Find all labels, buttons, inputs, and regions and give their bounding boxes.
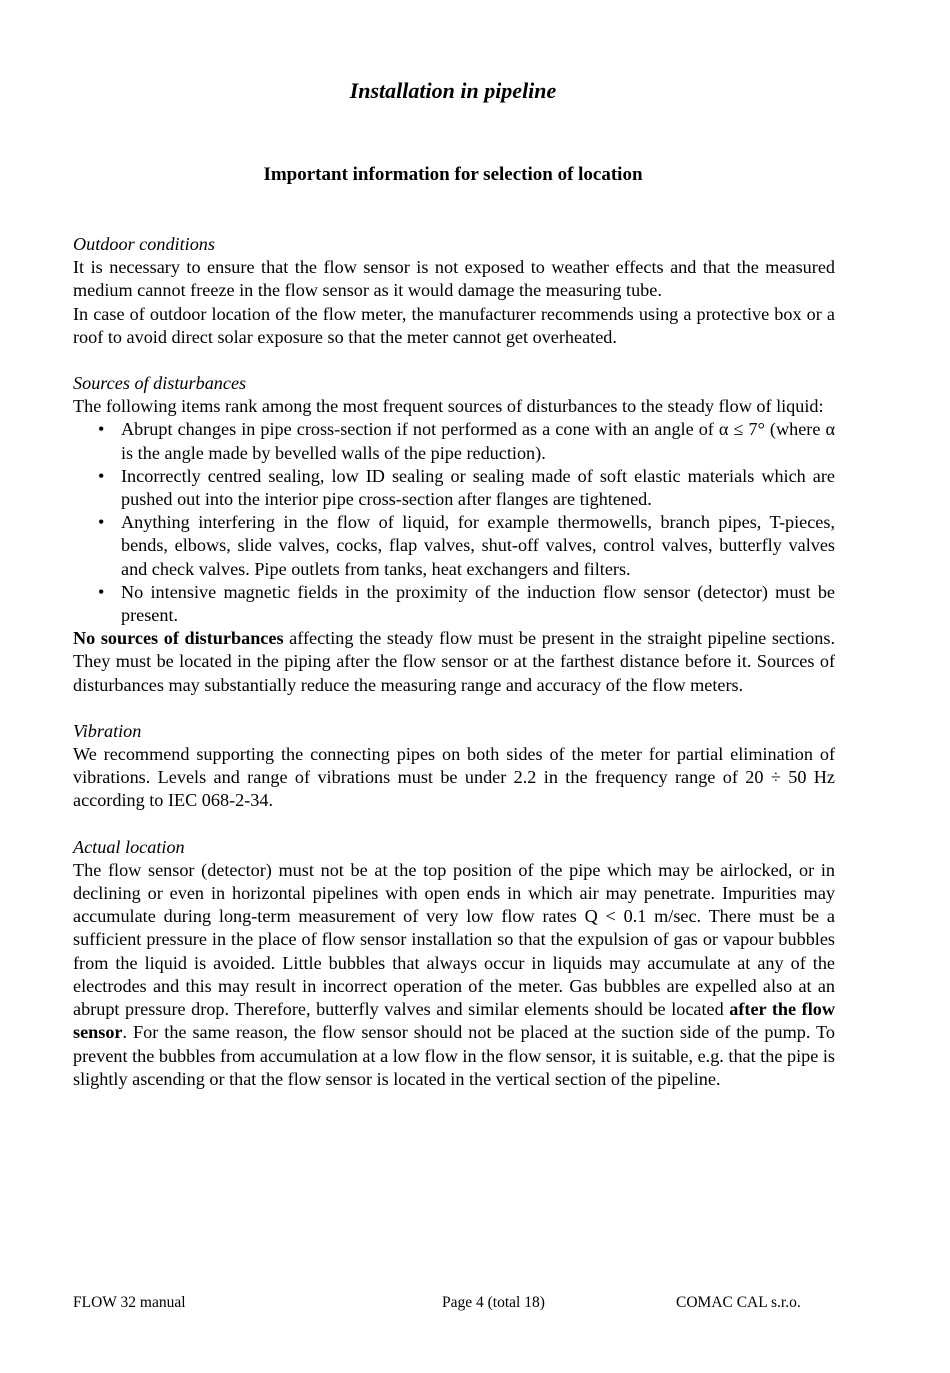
list-item: • Anything interfering in the flow of liquid, for example thermowells, branch pipes, T-pieces, bends, elbows, slide valves, cocks, flap valves, shut-off valves, control valves, butterfly valves and check valves. Pipe outlets from tanks, heat exchangers and filters. [121,511,835,581]
list-item: • No intensive magnetic fields in the proximity of the induction flow sensor (detector) must be present. [121,581,835,627]
section-heading-disturbances: Sources of disturbances [73,373,247,394]
page-subtitle: Important information for selection of location [263,164,643,185]
emphasis-after-flow-sensor: after the flow sensor [73,999,835,1043]
paragraph-outdoor-1: It is necessary to ensure that the flow sensor is not exposed to weather effects and that the measured medium cannot freeze in the flow sensor as it would damage the measuring tube. [73,257,835,301]
page-title: Installation in pipeline [349,78,557,103]
location-text-after: . For the same reason, the flow sensor should not be placed at the suction side of the pump. To prevent the bubbles from accumulation at a low flow in the flow sensor, it is suitable, e.g. that the pipe is slightly ascending or that the flow sensor is located in the vertical section of the pipeline. [73,1022,835,1089]
closing-text: affecting the steady flow must be present in the straight pipeline sections. They must be located in the piping after the flow sensor or at the farthest distance before it. Sources of disturbances may substantially reduce the measuring range and accuracy of the flow meters. [73,628,835,695]
paragraph-disturbances-intro: The following items rank among the most frequent sources of disturbances to the steady flow of liquid: [73,396,824,417]
section-heading-outdoor: Outdoor conditions [73,234,215,254]
disturbances-list [73,418,835,627]
page-footer [73,1294,835,1318]
spacer [73,349,835,372]
footer-company: COMAC CAL s.r.o. [676,1294,801,1311]
location-text-before: The flow sensor (detector) must not be at the top position of the pipe which may be airlocked, or in declining or even in horizontal pipelines with open ends in which air may penetrate. Impurities may accumulate during long-term measurement of very low flow rates Q < 0.1 m/sec. There must be a sufficient pressure in the place of flow sensor installation so that the expulsion of gas or vapour bubbles from the liquid is avoided. Little bubbles that always occur in liquids may accumulate at any of the electrodes and this may result in incorrect operation of the meter. Gas bubbles are expelled also at an abrupt pressure drop. Therefore, butterfly valves and similar elements should be located [73,859,835,1020]
document-body [73,233,835,1091]
section-heading-location: Actual location [73,836,185,857]
section-heading-vibration: Vibration [73,720,142,741]
footer-document-name: FLOW 32 manual [73,1294,186,1311]
paragraph-location [73,859,835,1091]
spacer [73,697,835,720]
emphasis-no-sources: No sources of disturbances [73,628,284,649]
paragraph-disturbances-closing [73,627,835,697]
paragraph-outdoor-2: In case of outdoor location of the flow meter, the manufacturer recommends using a protective box or a roof to avoid direct solar exposure so that the meter cannot get overheated. [73,303,835,347]
list-item: • Abrupt changes in pipe cross-section if not performed as a cone with an angle of α ≤ 7° (where α is the angle made by bevelled walls of the pipe reduction). [121,418,835,464]
paragraph-vibration: We recommend supporting the connecting pipes on both sides of the meter for partial elimination of vibrations. Levels and range of vibrations must be under 2.2 in the frequency range of 20 ÷ 50 Hz according to IEC 068-2-34. [73,744,835,811]
spacer [73,813,835,836]
footer-page-number: Page 4 (total 18) [442,1294,545,1311]
list-item: • Incorrectly centred sealing, low ID sealing or sealing made of soft elastic materials which are pushed out into the interior pipe cross-section after flanges are tightened. [121,465,835,511]
